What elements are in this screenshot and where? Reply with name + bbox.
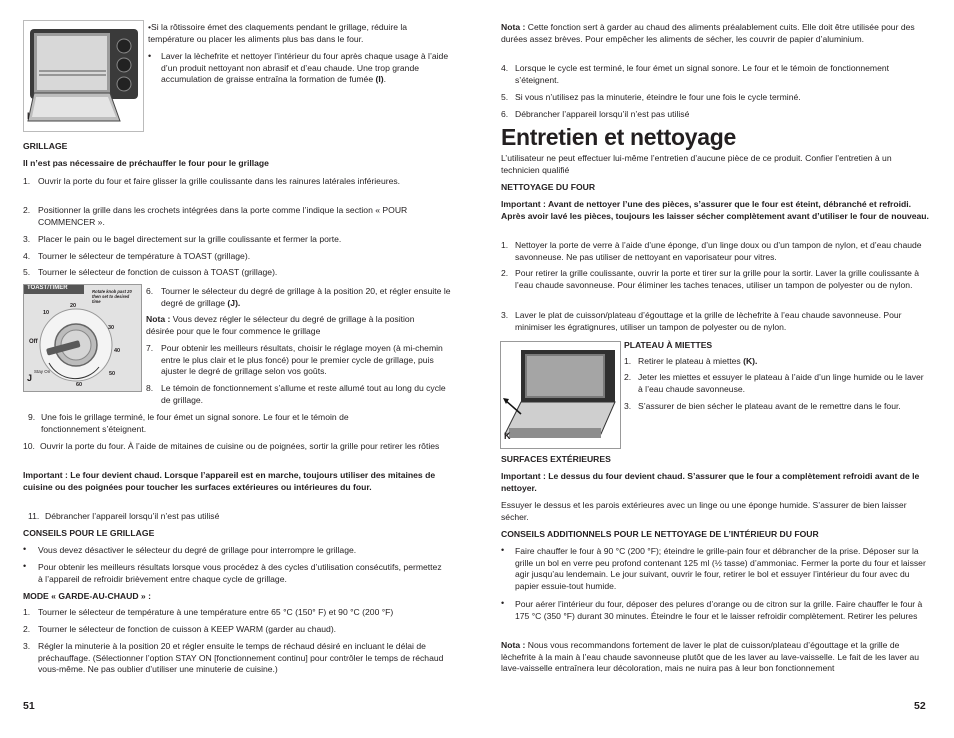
figure-label-j: J <box>27 373 33 383</box>
note-text: Vous devez régler le sélecteur du degré de grillage à la position désirée pour que le four commence le grillage <box>146 314 415 336</box>
dial-number-10: 10 <box>43 310 50 316</box>
step-number: 6. <box>146 286 154 296</box>
step-text <box>161 286 453 309</box>
section-title: Entretien et nettoyage <box>501 124 736 150</box>
keep-warm-step-6 <box>501 109 921 121</box>
keep-warm-step-5 <box>501 92 921 104</box>
plateau-step-1-text: Retirer le plateau à miettes <box>638 356 741 366</box>
grillage-step-3 <box>23 234 448 246</box>
surfaces-important: Important : Le dessus du four devient chaud. S’assurer que le four a complètement refroidi avant de le nettoyer. <box>501 471 920 493</box>
step-text: Tourner le sélecteur de fonction de cuisson à TOAST (grillage). <box>38 267 278 277</box>
nettoyage-heading: NETTOYAGE DU FOUR <box>501 182 596 192</box>
step-text: Ouvrir la porte du four et faire glisser la grille coulissante dans les rainures latérales inférieures. <box>38 176 401 186</box>
conseils-bullet-2: Pour obtenir les meilleurs résultats lorsque vous procédez à des cycles d’utilisation consécutifs, permettez à l’appareil de refroidir brièvement entre chaque cycle de grillage. <box>38 562 442 584</box>
grillage-important: Important : Le four devient chaud. Lorsque l’appareil est en marche, toujours utiliser des mitaines de cuisine ou des poignées pour toucher les surfaces extérieures ou intérieures du four. <box>23 470 436 492</box>
grillage-step-10 <box>23 441 448 453</box>
mode-step-3 <box>23 641 453 676</box>
dial-off-label: Off <box>29 339 38 345</box>
right-page <box>477 0 954 738</box>
dial-top-label: TOAST/TIMER <box>27 285 68 291</box>
step-text: Tourner le sélecteur de température à une température entre 65 °C (150° F) et 90 °C (200 °F) <box>38 607 394 617</box>
toaster-oven-illustration <box>24 21 143 131</box>
plateau-step-2 <box>624 372 929 395</box>
nettoyage-important: Important : Avant de nettoyer l’une des pièces, s’assurer que le four est éteint, débranché et refroidi. Après avoir lavé les pièces, toujours les laisser sécher complètement avant d’utiliser le four de nouveau. <box>501 199 929 221</box>
step-number: 5. <box>23 267 31 277</box>
step-text: Si vous n’utilisez pas la minuterie, éteindre le four une fois le cycle terminé. <box>515 92 801 102</box>
step-text: Positionner la grille dans les crochets intégrées dans la porte comme l’indique la section « POUR COMMENCER ». <box>38 205 408 227</box>
bullet-dot: • <box>23 544 27 554</box>
note-label: Nota : <box>501 640 526 650</box>
conseils-grillage-heading: CONSEILS POUR LE GRILLAGE <box>23 528 155 538</box>
grillage-step-11 <box>28 511 428 523</box>
step-number: 9. <box>28 412 36 422</box>
step-number: 2. <box>624 372 632 382</box>
intro-bullet-2: Laver la lèchefrite et nettoyer l’intérieur du four après chaque usage à l’aide d’un produit nettoyant non abrasif et d’eau chaude. Une trop grande accumulation de graisse entraîna la formation de fumée (I). <box>161 51 449 85</box>
step-number: 2. <box>23 205 31 215</box>
nettoyage-step-1 <box>501 240 929 263</box>
intro-bullet-1: •Si la rôtissoire émet des claquements pendant le grillage, réduire la température ou placer les aliments plus bas dans le four. <box>148 22 408 44</box>
conseils-nettoyage-bullet-1: Faire chauffer le four à 90 °C (200 °F); éteindre le grille-pain four et débrancher de la prise. Déposer sur la grille un bol en verre peu profond contenant 125 ml (½ tasse) d’ammoniac. Fermer la porte du four et laisser agir jusqu’au lendemain. Le jour suivant, ouvrir le four, retirer le bol et essuyer l’intérieur du four avec du papier essuie-tout humide. <box>515 546 926 591</box>
dial-stay-on-label: Stay On <box>34 369 51 374</box>
step-text: Nettoyer la porte de verre à l’aide d’une éponge, d’un linge doux ou d’un tampon de nylon, et d’eau chaude savonneuse. Ne pas utiliser de nettoyant en vaporisateur pour vitres. <box>515 240 922 262</box>
step-6-text: Tourner le sélecteur du degré de grillage à la position 20, et régler ensuite le degré de grillage <box>161 286 451 308</box>
nettoyage-step-2 <box>501 268 929 291</box>
conseils-nettoyage-heading: CONSEILS ADDITIONNELS POUR LE NETTOYAGE DE L’INTÉRIEUR DU FOUR <box>501 529 819 539</box>
surfaces-text: Essuyer le dessus et les parois extérieures avec un linge ou une éponge humide. S’assurer de bien laisser sécher. <box>501 500 907 522</box>
step-number: 3. <box>501 310 509 320</box>
figure-label-k: K <box>504 431 511 441</box>
dial-number-20: 20 <box>70 303 77 309</box>
step-number: 6. <box>501 109 509 119</box>
step-text: Régler la minuterie à la position 20 et régler ensuite le temps de réchaud désiré en incluant le délai de préchauffage. (Sélectionner l’option STAY ON [fonctionnement continu] pour contrôler le temps de réchaud vous-même. Ne pas oublier d’utiliser une minuterie de cuisine.) <box>38 641 444 675</box>
bullet-dot: • <box>148 51 152 61</box>
dial-number-60: 60 <box>76 382 83 388</box>
step-number: 8. <box>146 383 154 393</box>
step-text: Débrancher l’appareil lorsqu’il n’est pas utilisé <box>45 511 220 521</box>
step-number: 4. <box>23 251 31 261</box>
grillage-step-6 <box>146 286 453 309</box>
final-note <box>501 640 931 675</box>
step-text: Tourner le sélecteur de fonction de cuisson à KEEP WARM (garder au chaud). <box>38 624 337 634</box>
step-text: Une fois le grillage terminé, le four émet un signal sonore. Le four et le témoin de fonctionnement s’éteignent. <box>41 412 349 434</box>
keep-warm-step-4 <box>501 63 901 86</box>
step-number: 3. <box>23 641 31 651</box>
step-text: Tourner le sélecteur de température à TOAST (grillage). <box>38 251 251 261</box>
grillage-step-8 <box>146 383 446 406</box>
toaster-oven-figure-i <box>23 20 144 132</box>
bullet-dot: • <box>23 561 27 571</box>
step-text <box>638 356 929 368</box>
step-text: Ouvrir la porte du four. À l’aide de mitaines de cuisine ou de poignées, sortir la grille pour retirer les rôties <box>40 441 440 451</box>
page-number-left: 51 <box>23 700 35 712</box>
note-text: Cette fonction sert à garder au chaud des aliments préalablement cuits. Elle doit être utilisée pour des durées assez brèves. Pour empêcher les aliments de sécher, les couvrir de papier d’aluminium. <box>501 22 915 44</box>
step-text: Pour retirer la grille coulissante, ouvrir la porte et tirer sur la grille pour la sortir. Laver la grille coulissante à l’eau chaude savonneuse. Pour éliminer les taches tenaces, utiliser un tampon de polyester ou de nylon. <box>515 268 920 290</box>
dial-note: Rotate knob past 20 then set to desired time <box>92 289 132 304</box>
step-text: Le témoin de fonctionnement s’allume et reste allumé tout au long du cycle de grillage. <box>161 383 446 405</box>
step-number: 4. <box>501 63 509 73</box>
step-number: 10. <box>23 441 35 451</box>
grillage-step-5 <box>23 267 448 279</box>
mode-step-1 <box>23 607 453 619</box>
note-label: Nota : <box>146 314 171 324</box>
step-number: 2. <box>23 624 31 634</box>
step-text: Lorsque le cycle est terminé, le four émet un signal sonore. Le four et le témoin de fonctionnement s’éteignent. <box>515 63 890 85</box>
step-number: 3. <box>23 234 31 244</box>
plateau-step-1 <box>624 356 929 368</box>
plateau-step-1-ref: (K). <box>743 356 758 366</box>
bullet-dot: • <box>501 545 505 555</box>
dial-number-40: 40 <box>114 348 121 354</box>
plateau-heading: PLATEAU À MIETTES <box>624 340 713 350</box>
note-label: Nota : <box>501 22 526 32</box>
plateau-step-3 <box>624 401 924 413</box>
step-number: 1. <box>23 176 31 186</box>
step-number: 1. <box>23 607 31 617</box>
crumb-tray-figure-k <box>500 341 621 449</box>
step-text: Jeter les miettes et essuyer le plateau à l’aide d’un linge humide ou le laver à l’eau chaude savonneuse. <box>638 372 924 394</box>
grillage-heading: GRILLAGE <box>23 141 68 151</box>
step-text: S’assurer de bien sécher le plateau avant de le remettre dans le four. <box>638 401 901 411</box>
step-text: Laver le plat de cuisson/plateau d’égouttage et la grille de lèchefrite à l’eau chaude savonneuse. Pour minimiser les égratignures, utiliser un tampon de polyester ou de nylon. <box>515 310 902 332</box>
figure-label-i: I <box>27 111 30 121</box>
page-number-right: 52 <box>914 700 926 712</box>
grillage-step-2 <box>23 205 448 228</box>
note-text: Nous vous recommandons fortement de laver le plat de cuisson/plateau d’égouttage et la grille de lèchefrite à la main à l’eau chaude savonneuse plutôt que de les laver au lave-vaisselle. Le fait de les laver au lave-vaisselle entraînera leur décoloration, mais ne nuira pas à leur bon fonctionnement <box>501 640 920 674</box>
step-text: Pour obtenir les meilleurs résultats, choisir le réglage moyen (à mi-chemin entre le plus clair et le plus foncé) pour le premier cycle de grillage, puis ajuster le degré de grillage selon vos goûts. <box>161 343 443 377</box>
step-number: 5. <box>501 92 509 102</box>
grillage-step-9 <box>28 412 408 435</box>
step-number: 1. <box>624 356 632 366</box>
intro-bullet-2-ref: (I) <box>375 74 384 85</box>
grillage-step-7 <box>146 343 456 378</box>
mode-garde-au-chaud-heading: MODE « GARDE-AU-CHAUD » : <box>23 591 151 601</box>
dial-number-50: 50 <box>109 371 116 377</box>
entretien-intro: L’utilisateur ne peut effectuer lui-même l’entretien d’aucune pièce de ce produit. Confier l’entretien à un technicien qualifié <box>501 153 892 175</box>
step-number: 1. <box>501 240 509 250</box>
grillage-subheading: Il n’est pas nécessaire de préchauffer le four pour le grillage <box>23 158 269 168</box>
conseils-bullet-1: Vous devez désactiver le sélecteur du degré de grillage pour interrompre le grillage. <box>38 545 357 555</box>
intro-bullet-2-text: Laver la lèchefrite et nettoyer l’intérieur du four après chaque usage à l’aide d’un produit nettoyant non abrasif et d’eau chaude. Une trop grande accumulation de graisse entraîna la formation de fumée <box>161 51 449 85</box>
step-number: 2. <box>501 268 509 278</box>
conseils-nettoyage-bullet-2: Pour aérer l’intérieur du four, déposer des pelures d’orange ou de citron sur la grille. Faire chauffer le four à 175 °C (350 °F) durant 30 minutes. Éteindre le four et le laisser refroidir complètement. Retirer les pelures <box>515 599 923 621</box>
dial-number-30: 30 <box>108 325 115 331</box>
grillage-note <box>146 314 436 337</box>
step-text: Débrancher l’appareil lorsqu’il n’est pas utilisé <box>515 109 690 119</box>
step-6-ref: (J). <box>227 297 241 308</box>
surfaces-heading: SURFACES EXTÉRIEURES <box>501 454 611 464</box>
toast-timer-dial-figure-j <box>23 284 142 392</box>
top-note <box>501 22 923 45</box>
mode-step-2 <box>23 624 453 636</box>
step-number: 7. <box>146 343 154 353</box>
step-text: Placer le pain ou le bagel directement sur la grille coulissante et fermer la porte. <box>38 234 342 244</box>
bullet-dot: • <box>501 598 505 608</box>
step-number: 11. <box>28 511 40 521</box>
grillage-step-1 <box>23 176 448 188</box>
step-number: 3. <box>624 401 632 411</box>
nettoyage-step-3 <box>501 310 929 333</box>
grillage-step-4 <box>23 251 448 263</box>
crumb-tray-illustration <box>501 342 620 448</box>
